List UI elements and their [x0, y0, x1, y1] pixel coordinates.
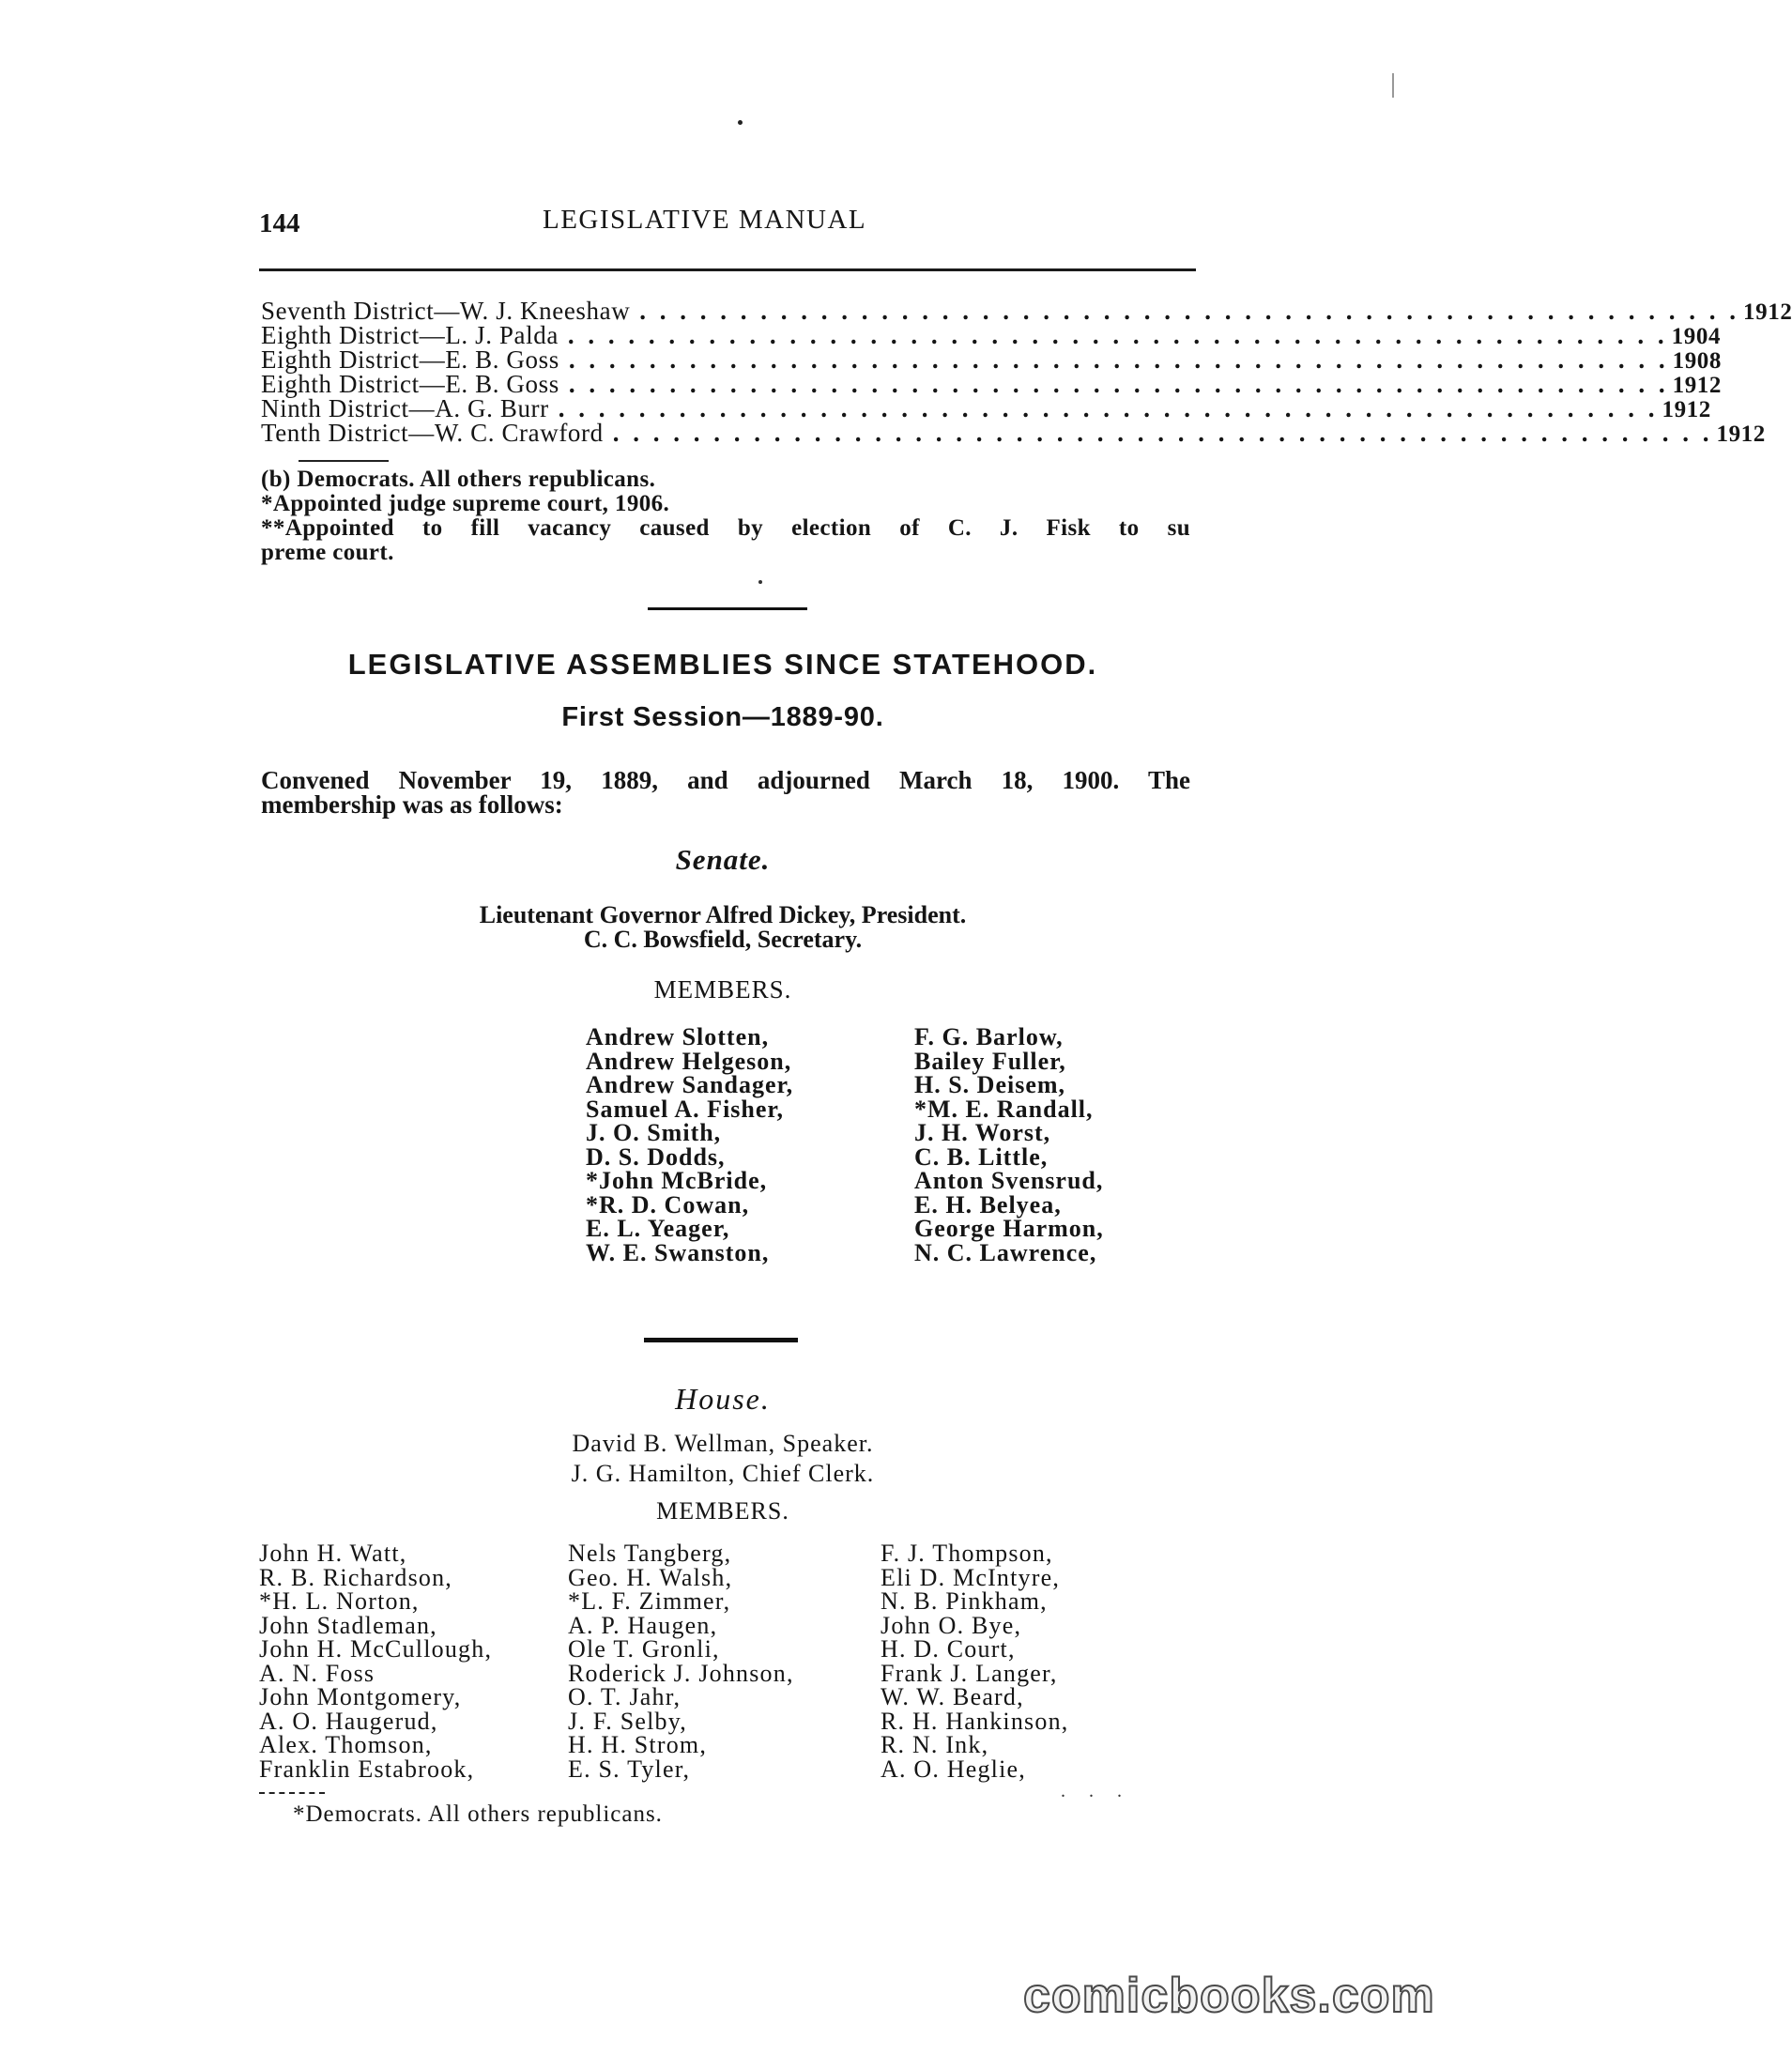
intro-paragraph — [261, 768, 1190, 817]
judge-row — [261, 419, 1766, 447]
member-name: W. W. Beard, — [881, 1683, 1024, 1710]
senate-members-column-1 — [586, 1025, 793, 1265]
running-head: LEGISLATIVE MANUAL — [543, 205, 867, 235]
member-name: H. D. Court, — [881, 1635, 1016, 1663]
footnote-b: (b) Democrats. All others republicans. — [261, 467, 656, 492]
senate-members-column-2 — [914, 1025, 1104, 1265]
dot-leader: . . . . . . . . . . . . . . . . . . . . . . . . . . . . . . . . . . . . . . . . . . . . . . . . . . . . . . . — [639, 297, 1740, 325]
judge-row — [261, 370, 1723, 398]
member-name: J. F. Selby, — [568, 1707, 687, 1735]
member-name: Alex. Thomson, — [259, 1731, 433, 1758]
judge-name: Eighth District—E. B. Goss — [261, 345, 559, 374]
footnote-star: *Appointed judge supreme court, 1906. — [261, 491, 670, 516]
member-name: John H. McCullough, — [259, 1635, 493, 1663]
judge-name: Eighth District—E. B. Goss — [261, 370, 559, 398]
senate-officers — [0, 903, 1446, 952]
member-name: *M. E. Randall, — [914, 1095, 1094, 1123]
senate-president: Lieutenant Governor Alfred Dickey, President. — [479, 901, 967, 928]
house-footnote: *Democrats. All others republicans. — [293, 1801, 663, 1827]
member-name: A. N. Foss — [259, 1659, 375, 1687]
dot-leader: . . . . . . . . . . . . . . . . . . . . . . . . . . . . . . . . . . . . . . . . . . . . . . . . . . . . . . . — [568, 345, 1669, 374]
member-name: *H. L. Norton, — [259, 1587, 420, 1615]
member-name: A. P. Haugen, — [568, 1611, 718, 1639]
member-name: E. S. Tyler, — [568, 1755, 691, 1783]
senate-members-label: MEMBERS. — [653, 975, 792, 1004]
member-name: Andrew Helgeson, — [586, 1047, 792, 1075]
member-name: Eli D. McIntyre, — [881, 1563, 1061, 1591]
member-name: R. N. Ink, — [881, 1731, 989, 1758]
member-name: C. B. Little, — [914, 1142, 1049, 1171]
judge-name: Tenth District—W. C. Crawford — [261, 419, 604, 447]
member-name: John Montgomery, — [259, 1683, 462, 1710]
member-name: H. S. Deisem, — [914, 1071, 1066, 1098]
footnote-double-star-cont: preme court. — [261, 540, 394, 565]
stray-dots: . . . — [1061, 1781, 1131, 1801]
house-members-label: MEMBERS. — [656, 1497, 789, 1525]
member-name: A. O. Haugerud, — [259, 1707, 438, 1735]
senate-heading: Senate. — [675, 843, 771, 876]
member-name: F. G. Barlow, — [914, 1023, 1064, 1050]
member-name: *John McBride, — [586, 1167, 768, 1194]
judge-row — [261, 345, 1723, 374]
stray-dot — [738, 120, 743, 125]
page-number: 144 — [259, 208, 300, 238]
judge-name: Seventh District—W. J. Kneeshaw — [261, 297, 631, 325]
member-name: Anton Svensrud, — [914, 1167, 1104, 1194]
member-name: J. O. Smith, — [586, 1119, 722, 1146]
main-heading: LEGISLATIVE ASSEMBLIES SINCE STATEHOOD. — [347, 648, 1098, 681]
member-name: Nels Tangberg, — [568, 1540, 732, 1567]
house-clerk: J. G. Hamilton, Chief Clerk. — [571, 1460, 875, 1487]
member-name: R. H. Hankinson, — [881, 1707, 1069, 1735]
dot-leader: . . . . . . . . . . . . . . . . . . . . . . . . . . . . . . . . . . . . . . . . . . . . . . . . . . . . . . . — [568, 370, 1669, 398]
member-name: George Harmon, — [914, 1215, 1104, 1242]
member-name: H. H. Strom, — [568, 1731, 708, 1758]
judge-row — [261, 394, 1711, 422]
session-heading: First Session—1889-90. — [561, 702, 884, 732]
member-name: John Stadleman, — [259, 1611, 437, 1639]
judges-footnotes — [261, 468, 1190, 565]
dot-leader: . . . . . . . . . . . . . . . . . . . . . . . . . . . . . . . . . . . . . . . . . . . . . . . . . . . . . . . — [612, 419, 1713, 447]
member-name: A. O. Heglie, — [881, 1755, 1026, 1783]
judge-row — [261, 297, 1792, 325]
member-name: F. J. Thompson, — [881, 1540, 1053, 1567]
senate-secretary: C. C. Bowsfield, Secretary. — [583, 926, 863, 953]
member-name: R. B. Richardson, — [259, 1563, 453, 1591]
edge-mark — [1392, 73, 1394, 98]
member-name: O. T. Jahr, — [568, 1683, 682, 1710]
member-name: E. L. Yeager, — [586, 1215, 730, 1242]
member-name: E. H. Belyea, — [914, 1190, 1062, 1219]
member-name: Ole T. Gronli, — [568, 1635, 720, 1663]
member-name: Roderick J. Johnson, — [568, 1659, 794, 1687]
house-speaker: David B. Wellman, Speaker. — [572, 1430, 874, 1457]
dot-leader: . . . . . . . . . . . . . . . . . . . . . . . . . . . . . . . . . . . . . . . . . . . . . . . . . . . . . . . — [567, 321, 1668, 349]
member-name: Bailey Fuller, — [914, 1047, 1066, 1075]
judge-name: Ninth District—A. G. Burr — [261, 394, 549, 422]
watermark-logo: comicbooks.com — [1023, 1969, 1435, 2023]
section-rule — [644, 1338, 798, 1342]
judge-year: 1912 — [1716, 422, 1766, 447]
member-name: John H. Watt, — [259, 1540, 407, 1567]
footnote-double-star: **Appointed to fill vacancy caused by election of C. J. Fisk to su — [261, 515, 1190, 541]
member-name: Franklin Estabrook, — [259, 1755, 475, 1783]
judge-name: Eighth District—L. J. Palda — [261, 321, 559, 349]
footnote-rule — [299, 460, 389, 462]
house-heading: House. — [675, 1382, 771, 1416]
judge-year: 1908 — [1672, 348, 1723, 374]
member-name: *L. F. Zimmer, — [568, 1587, 731, 1615]
stray-dot — [758, 580, 762, 584]
member-name: John O. Bye, — [881, 1611, 1022, 1639]
member-name: *R. D. Cowan, — [586, 1190, 750, 1219]
section-rule — [648, 607, 807, 610]
member-name: N. B. Pinkham, — [881, 1587, 1048, 1615]
member-name: J. H. Worst, — [914, 1119, 1051, 1146]
judge-row — [261, 321, 1722, 349]
member-name: W. E. Swanston, — [586, 1238, 770, 1266]
judge-year: 1912 — [1743, 299, 1792, 325]
house-members-column-1 — [259, 1541, 492, 1781]
judges-table — [261, 297, 1792, 447]
member-name: N. C. Lawrence, — [914, 1238, 1097, 1266]
member-name: Frank J. Langer, — [881, 1659, 1058, 1687]
house-officers — [0, 1429, 1446, 1489]
judge-year: 1912 — [1662, 397, 1711, 422]
judge-year: 1904 — [1671, 324, 1722, 349]
house-members-column-2 — [568, 1541, 794, 1781]
member-name: Andrew Slotten, — [586, 1023, 770, 1050]
judge-year: 1912 — [1672, 373, 1723, 398]
member-name: Andrew Sandager, — [586, 1071, 794, 1098]
house-members-column-3 — [881, 1541, 1068, 1781]
header-rule — [259, 268, 1196, 271]
member-name: Geo. H. Walsh, — [568, 1563, 733, 1591]
member-name: D. S. Dodds, — [586, 1142, 726, 1171]
footnote-rule — [259, 1792, 325, 1794]
intro-line: membership was as follows: — [261, 790, 563, 819]
member-name: Samuel A. Fisher, — [586, 1095, 785, 1123]
dot-leader: . . . . . . . . . . . . . . . . . . . . . . . . . . . . . . . . . . . . . . . . . . . . . . . . . . . . . . . — [558, 394, 1659, 422]
intro-line: Convened November 19, 1889, and adjourned March 18, 1900. The — [261, 766, 1190, 794]
